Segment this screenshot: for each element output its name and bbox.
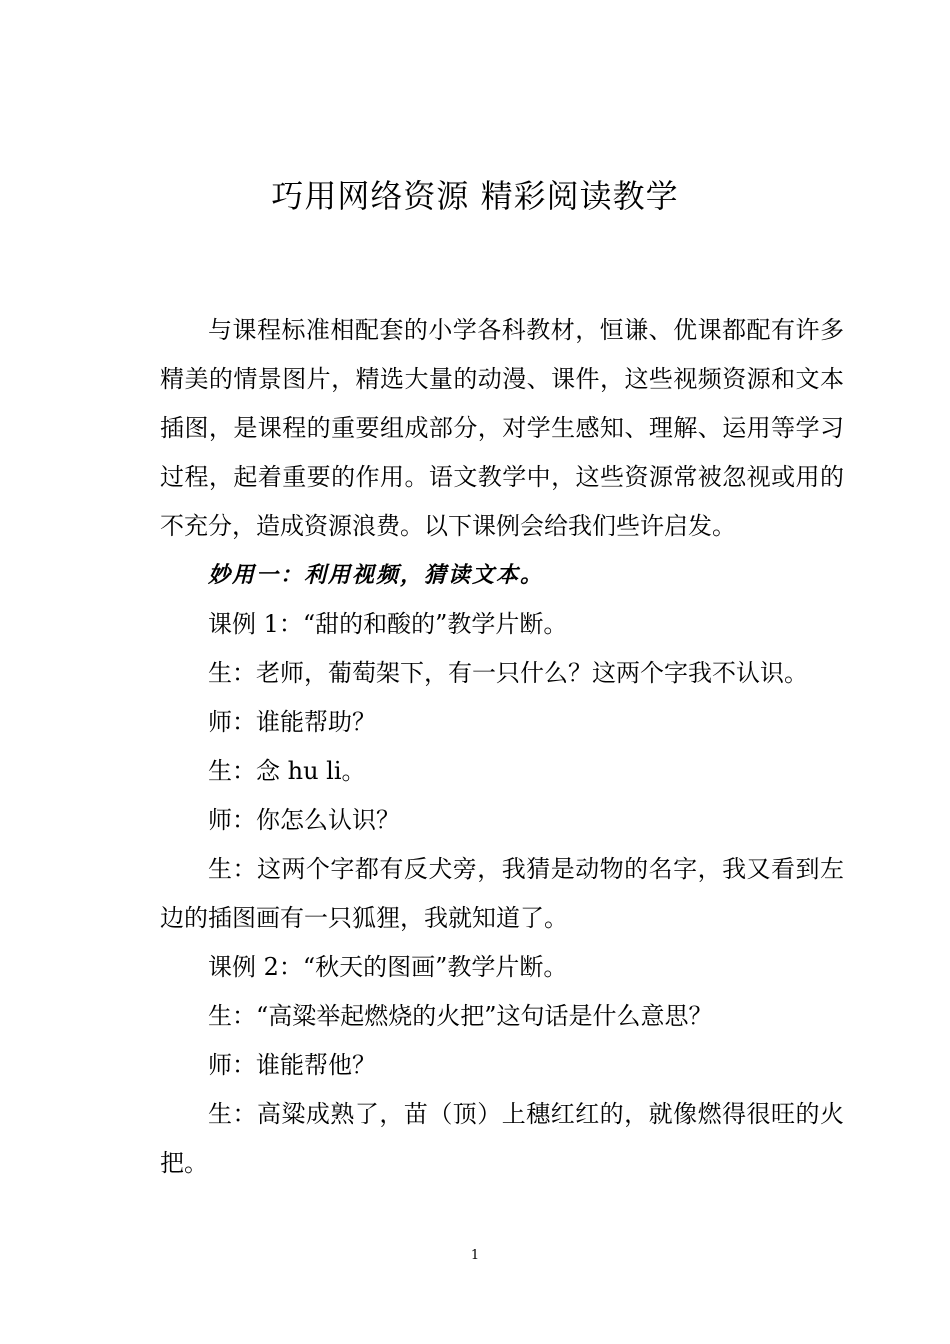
- lesson-example-1-title: 课例 1：“甜的和酸的”教学片断。: [208, 610, 568, 638]
- dialogue-line: 生：老师，葡萄架下，有一只什么？这两个字我不认识。: [208, 659, 808, 687]
- dialogue-line: 生：高粱成熟了，苗（顶）上穗红红的，就像燃得很旺的火把。: [160, 1100, 844, 1177]
- lesson-example-2-title: 课例 2：“秋天的图画”教学片断。: [208, 953, 568, 981]
- dialogue-line: 师：你怎么认识？: [208, 806, 400, 834]
- page-number: 1: [470, 1248, 480, 1263]
- document-title: 巧用网络资源 精彩阅读教学: [271, 177, 679, 215]
- dialogue-line: 生：这两个字都有反犬旁，我猜是动物的名字，我又看到左边的插图画有一只狐狸，我就知道了。: [160, 855, 844, 932]
- dialogue-line: 师：谁能帮他？: [208, 1051, 376, 1079]
- intro-paragraph: 与课程标准相配套的小学各科教材，恒谦、优课都配有许多精美的情景图片，精选大量的动漫、课件，这些视频资源和文本插图，是课程的重要组成部分，对学生感知、理解、运用等学习过程，起着重要的作用。语文教学中，这些资源常被忽视或用的不充分，造成资源浪费。以下课例会给我们些许启发。: [160, 316, 844, 540]
- dialogue-line: 生：“高粱举起燃烧的火把”这句话是什么意思？: [208, 1002, 713, 1030]
- dialogue-line: 师：谁能帮助？: [208, 708, 376, 736]
- dialogue-line: 生：念 hu li。: [208, 757, 366, 785]
- section-heading: 妙用一：利用视频，猜读文本。: [208, 562, 545, 588]
- document-body: [160, 306, 844, 1188]
